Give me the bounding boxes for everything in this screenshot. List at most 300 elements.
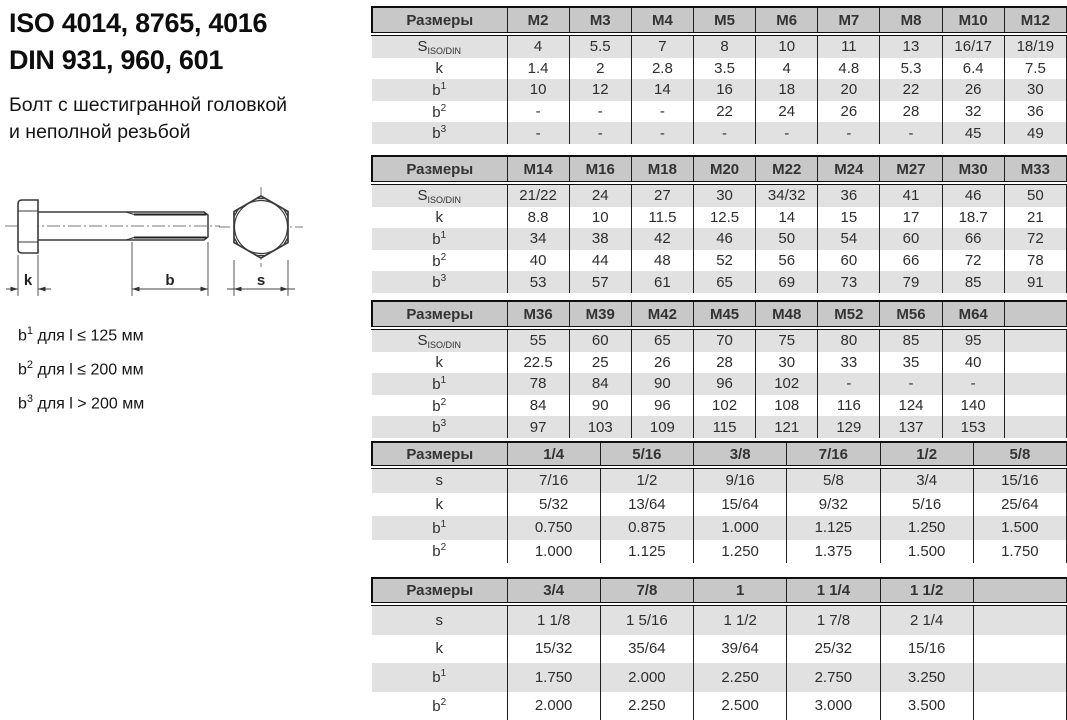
column-header: [1004, 301, 1066, 328]
column-header: M24: [818, 156, 880, 183]
value-cell: [1004, 373, 1066, 395]
row-label: k: [372, 493, 507, 517]
table-row: [372, 271, 1067, 293]
value-cell: 6.4: [942, 58, 1004, 80]
value-cell: 97: [507, 416, 569, 438]
metric-table-m14-m33: [371, 155, 1067, 293]
value-cell: 40: [507, 250, 569, 272]
table-row: [372, 692, 1067, 720]
value-cell: 9/16: [694, 467, 787, 493]
description-line-2: и неполной резьбой: [9, 121, 191, 143]
value-cell: 53: [507, 271, 569, 293]
value-cell: 0.875: [600, 516, 693, 540]
value-cell: 24: [756, 101, 818, 123]
value-cell: 16: [693, 79, 755, 101]
column-header: M7: [818, 7, 880, 34]
row-label: k: [372, 58, 507, 80]
s-arrow-left: [234, 287, 242, 292]
size-column-header: Размеры: [372, 442, 507, 467]
table-row: [372, 228, 1067, 250]
value-cell: 57: [569, 271, 631, 293]
column-header: M14: [507, 156, 569, 183]
column-header: 1/4: [507, 442, 600, 467]
value-cell: 26: [818, 101, 880, 123]
value-cell: 2.8: [631, 58, 693, 80]
value-cell: 28: [880, 101, 942, 123]
table-row: [372, 467, 1067, 493]
value-cell: -: [507, 122, 569, 144]
value-cell: 25/32: [787, 635, 880, 664]
table-row: [372, 34, 1067, 58]
value-cell: 3.000: [787, 692, 880, 720]
value-cell: 55: [507, 328, 569, 352]
column-header: [973, 578, 1066, 604]
table-row: [372, 207, 1067, 229]
bolt-head-outline: [18, 200, 38, 253]
value-cell: 1 7/8: [787, 604, 880, 635]
value-cell: 48: [631, 250, 693, 272]
table-row: [372, 250, 1067, 272]
value-cell: 26: [942, 79, 1004, 101]
value-cell: 1 5/16: [600, 604, 693, 635]
column-header: 1 1/4: [787, 578, 880, 604]
value-cell: 108: [756, 395, 818, 417]
value-cell: 69: [756, 271, 818, 293]
column-header: M42: [631, 301, 693, 328]
value-cell: 33: [818, 352, 880, 374]
value-cell: 78: [507, 373, 569, 395]
value-cell: 1.500: [973, 516, 1066, 540]
value-cell: 85: [880, 328, 942, 352]
value-cell: 5.3: [880, 58, 942, 80]
value-cell: 78: [1004, 250, 1066, 272]
value-cell: 30: [693, 183, 755, 207]
value-cell: 10: [569, 207, 631, 229]
value-cell: 1/2: [600, 467, 693, 493]
value-cell: 49: [1004, 122, 1066, 144]
value-cell: 40: [942, 352, 1004, 374]
size-column-header: Размеры: [372, 578, 507, 604]
value-cell: 4.8: [818, 58, 880, 80]
row-label: $b^2$: [372, 540, 507, 564]
column-header: 7/8: [600, 578, 693, 604]
value-cell: -: [880, 373, 942, 395]
value-cell: 13: [880, 34, 942, 58]
value-cell: 1.250: [694, 540, 787, 564]
column-header: M16: [569, 156, 631, 183]
value-cell: 54: [818, 228, 880, 250]
value-cell: 1 1/2: [694, 604, 787, 635]
value-cell: 11.5: [631, 207, 693, 229]
value-cell: 102: [693, 395, 755, 417]
row-label: $b^1$: [372, 373, 507, 395]
row-label: $b^3$: [372, 416, 507, 438]
value-cell: 9/32: [787, 493, 880, 517]
value-cell: 7: [631, 34, 693, 58]
table-row: [372, 604, 1067, 635]
column-header: M4: [631, 7, 693, 34]
value-cell: 41: [880, 183, 942, 207]
value-cell: 18.7: [942, 207, 1004, 229]
value-cell: 14: [631, 79, 693, 101]
header-row: [372, 301, 1067, 328]
column-header: M18: [631, 156, 693, 183]
value-cell: 14: [756, 207, 818, 229]
column-header: 3/8: [694, 442, 787, 467]
row-label: $b^1$: [372, 228, 507, 250]
value-cell: 4: [756, 58, 818, 80]
value-cell: 2.000: [600, 663, 693, 692]
value-cell: [1004, 352, 1066, 374]
value-cell: 90: [569, 395, 631, 417]
value-cell: 60: [880, 228, 942, 250]
value-cell: 4: [507, 34, 569, 58]
value-cell: 70: [693, 328, 755, 352]
column-header: M8: [880, 7, 942, 34]
value-cell: 129: [818, 416, 880, 438]
value-cell: 8.8: [507, 207, 569, 229]
value-cell: 30: [756, 352, 818, 374]
value-cell: 52: [693, 250, 755, 272]
value-cell: 66: [880, 250, 942, 272]
value-cell: -: [818, 122, 880, 144]
value-cell: [973, 635, 1066, 664]
value-cell: 1.000: [507, 540, 600, 564]
value-cell: 15/16: [973, 467, 1066, 493]
value-cell: -: [756, 122, 818, 144]
value-cell: 1.125: [787, 516, 880, 540]
value-cell: -: [942, 373, 1004, 395]
row-label: $S_{ISO/DIN}$: [372, 34, 507, 58]
dim-b-label: b: [165, 272, 175, 289]
value-cell: [973, 692, 1066, 720]
value-cell: 72: [1004, 228, 1066, 250]
table-row: [372, 395, 1067, 417]
k-arrow-right: [38, 287, 46, 292]
value-cell: 1.500: [880, 540, 973, 564]
hex-head-outline: [234, 196, 288, 258]
value-cell: 39/64: [694, 635, 787, 664]
value-cell: 46: [942, 183, 1004, 207]
size-column-header: Размеры: [372, 156, 507, 183]
value-cell: 12.5: [693, 207, 755, 229]
value-cell: 35/64: [600, 635, 693, 664]
standards-title: [9, 5, 267, 79]
value-cell: 22: [693, 101, 755, 123]
column-header: 1 1/2: [880, 578, 973, 604]
column-header: M12: [1004, 7, 1066, 34]
value-cell: 80: [818, 328, 880, 352]
value-cell: 17: [880, 207, 942, 229]
header-row: [372, 7, 1067, 34]
bolt-technical-drawing: [5, 186, 340, 314]
value-cell: 13/64: [600, 493, 693, 517]
value-cell: 22: [880, 79, 942, 101]
b-arrow-right: [201, 287, 209, 292]
value-cell: 73: [818, 271, 880, 293]
header-row: [372, 156, 1067, 183]
table-row: [372, 122, 1067, 144]
value-cell: [973, 604, 1066, 635]
header-row: [372, 578, 1067, 604]
table-row: [372, 516, 1067, 540]
value-cell: 18/19: [1004, 34, 1066, 58]
column-header: M39: [569, 301, 631, 328]
value-cell: 28: [693, 352, 755, 374]
column-header: M45: [693, 301, 755, 328]
note-b1: $b^1$ для l ≤ 125 мм: [18, 325, 144, 345]
value-cell: 121: [756, 416, 818, 438]
table-row: [372, 540, 1067, 564]
row-label: $b^3$: [372, 271, 507, 293]
value-cell: 15/32: [507, 635, 600, 664]
value-cell: 90: [631, 373, 693, 395]
value-cell: 46: [693, 228, 755, 250]
value-cell: 96: [631, 395, 693, 417]
row-label: $S_{ISO/DIN}$: [372, 328, 507, 352]
value-cell: 5/8: [787, 467, 880, 493]
column-header: M22: [756, 156, 818, 183]
column-header: M2: [507, 7, 569, 34]
value-cell: 56: [756, 250, 818, 272]
value-cell: 1.375: [787, 540, 880, 564]
value-cell: 153: [942, 416, 1004, 438]
table-row: [372, 352, 1067, 374]
value-cell: 84: [507, 395, 569, 417]
value-cell: 26: [631, 352, 693, 374]
row-label: $b^2$: [372, 395, 507, 417]
value-cell: 25/64: [973, 493, 1066, 517]
value-cell: 3/4: [880, 467, 973, 493]
row-label: $b^1$: [372, 663, 507, 692]
table-row: [372, 101, 1067, 123]
value-cell: 60: [569, 328, 631, 352]
value-cell: 16/17: [942, 34, 1004, 58]
value-cell: [1004, 395, 1066, 417]
inch-table-three-quarters-to-one-half: [371, 577, 1067, 720]
size-column-header: Размеры: [372, 301, 507, 328]
value-cell: 102: [756, 373, 818, 395]
column-header: M3: [569, 7, 631, 34]
s-arrow-right: [281, 287, 289, 292]
note-b2: $b^2$ для l ≤ 200 мм: [18, 358, 144, 379]
value-cell: 1 1/8: [507, 604, 600, 635]
product-description: [9, 92, 287, 146]
value-cell: 25: [569, 352, 631, 374]
column-header: M36: [507, 301, 569, 328]
value-cell: 5/16: [880, 493, 973, 517]
table-row: [372, 58, 1067, 80]
table-row: [372, 493, 1067, 517]
value-cell: [1004, 328, 1066, 352]
value-cell: 10: [756, 34, 818, 58]
value-cell: -: [631, 101, 693, 123]
din-standards-line: DIN 931, 960, 601: [9, 45, 224, 75]
value-cell: 1.4: [507, 58, 569, 80]
value-cell: 50: [756, 228, 818, 250]
column-header: M6: [756, 7, 818, 34]
thread-length-notes: [18, 317, 144, 418]
value-cell: 15/64: [694, 493, 787, 517]
value-cell: 22.5: [507, 352, 569, 374]
column-header: M30: [942, 156, 1004, 183]
column-header: 5/8: [973, 442, 1066, 467]
value-cell: 96: [693, 373, 755, 395]
table-row: [372, 373, 1067, 395]
value-cell: 85: [942, 271, 1004, 293]
value-cell: 2.250: [694, 663, 787, 692]
value-cell: 109: [631, 416, 693, 438]
value-cell: 24: [569, 183, 631, 207]
column-header: 1: [694, 578, 787, 604]
value-cell: 1.750: [507, 663, 600, 692]
row-label: k: [372, 207, 507, 229]
note-b3: $b^3$ для l > 200 мм: [18, 392, 145, 412]
value-cell: 7/16: [507, 467, 600, 493]
column-header: M64: [942, 301, 1004, 328]
value-cell: 3.500: [880, 692, 973, 720]
value-cell: 7.5: [1004, 58, 1066, 80]
value-cell: 10: [507, 79, 569, 101]
column-header: M20: [693, 156, 755, 183]
value-cell: 15: [818, 207, 880, 229]
column-header: 5/16: [600, 442, 693, 467]
value-cell: 61: [631, 271, 693, 293]
column-header: M10: [942, 7, 1004, 34]
b-arrow-left: [132, 287, 140, 292]
value-cell: 116: [818, 395, 880, 417]
value-cell: 8: [693, 34, 755, 58]
value-cell: 1.250: [880, 516, 973, 540]
value-cell: 91: [1004, 271, 1066, 293]
row-label: $b^1$: [372, 79, 507, 101]
row-label: $b^2$: [372, 101, 507, 123]
value-cell: 2 1/4: [880, 604, 973, 635]
value-cell: -: [507, 101, 569, 123]
value-cell: 1.125: [600, 540, 693, 564]
value-cell: 2.250: [600, 692, 693, 720]
value-cell: 3.5: [693, 58, 755, 80]
table-row: [372, 663, 1067, 692]
value-cell: 3.250: [880, 663, 973, 692]
description-line-1: Болт с шестигранной головкой: [9, 94, 288, 116]
value-cell: 42: [631, 228, 693, 250]
value-cell: 137: [880, 416, 942, 438]
value-cell: 75: [756, 328, 818, 352]
dim-k-label: k: [23, 272, 33, 289]
size-column-header: Размеры: [372, 7, 507, 34]
header-row: [372, 442, 1067, 467]
value-cell: 79: [880, 271, 942, 293]
value-cell: 60: [818, 250, 880, 272]
value-cell: 30: [1004, 79, 1066, 101]
inch-table-quarter-to-five-eighths: [371, 441, 1067, 563]
value-cell: 38: [569, 228, 631, 250]
value-cell: 65: [693, 271, 755, 293]
value-cell: 72: [942, 250, 1004, 272]
value-cell: 34: [507, 228, 569, 250]
row-label: $b^1$: [372, 516, 507, 540]
value-cell: 50: [1004, 183, 1066, 207]
value-cell: 36: [818, 183, 880, 207]
column-header: M52: [818, 301, 880, 328]
value-cell: 2.500: [694, 692, 787, 720]
value-cell: 27: [631, 183, 693, 207]
table-row: [372, 183, 1067, 207]
value-cell: 21: [1004, 207, 1066, 229]
column-header: M56: [880, 301, 942, 328]
metric-table-m2-m12: [371, 6, 1067, 144]
value-cell: 32: [942, 101, 1004, 123]
value-cell: 0.750: [507, 516, 600, 540]
value-cell: [973, 663, 1066, 692]
column-header: M27: [880, 156, 942, 183]
column-header: 7/16: [787, 442, 880, 467]
value-cell: 115: [693, 416, 755, 438]
metric-table-m36-m64: [371, 300, 1067, 438]
value-cell: 15/16: [880, 635, 973, 664]
value-cell: 5.5: [569, 34, 631, 58]
value-cell: -: [569, 101, 631, 123]
value-cell: 103: [569, 416, 631, 438]
row-label: $b^2$: [372, 250, 507, 272]
value-cell: -: [818, 373, 880, 395]
value-cell: 1.000: [694, 516, 787, 540]
column-header: 3/4: [507, 578, 600, 604]
row-label: k: [372, 635, 507, 664]
row-label: k: [372, 352, 507, 374]
value-cell: 20: [818, 79, 880, 101]
column-header: M48: [756, 301, 818, 328]
value-cell: 2.750: [787, 663, 880, 692]
value-cell: 34/32: [756, 183, 818, 207]
row-label: $b^2$: [372, 692, 507, 720]
value-cell: 1.750: [973, 540, 1066, 564]
value-cell: 140: [942, 395, 1004, 417]
row-label: s: [372, 604, 507, 635]
value-cell: 66: [942, 228, 1004, 250]
value-cell: 11: [818, 34, 880, 58]
value-cell: 2: [569, 58, 631, 80]
value-cell: 45: [942, 122, 1004, 144]
value-cell: 65: [631, 328, 693, 352]
value-cell: -: [693, 122, 755, 144]
value-cell: 84: [569, 373, 631, 395]
row-label: $b^3$: [372, 122, 507, 144]
value-cell: 36: [1004, 101, 1066, 123]
row-label: s: [372, 467, 507, 493]
value-cell: [1004, 416, 1066, 438]
table-row: [372, 416, 1067, 438]
value-cell: 12: [569, 79, 631, 101]
column-header: M33: [1004, 156, 1066, 183]
column-header: M5: [693, 7, 755, 34]
value-cell: 35: [880, 352, 942, 374]
value-cell: 95: [942, 328, 1004, 352]
value-cell: 18: [756, 79, 818, 101]
value-cell: 5/32: [507, 493, 600, 517]
value-cell: -: [631, 122, 693, 144]
value-cell: 124: [880, 395, 942, 417]
dim-s-label: s: [256, 272, 266, 289]
value-cell: -: [569, 122, 631, 144]
column-header: 1/2: [880, 442, 973, 467]
table-row: [372, 635, 1067, 664]
table-row: [372, 79, 1067, 101]
value-cell: 21/22: [507, 183, 569, 207]
iso-standards-line: ISO 4014, 8765, 4016: [9, 8, 268, 38]
value-cell: 2.000: [507, 692, 600, 720]
